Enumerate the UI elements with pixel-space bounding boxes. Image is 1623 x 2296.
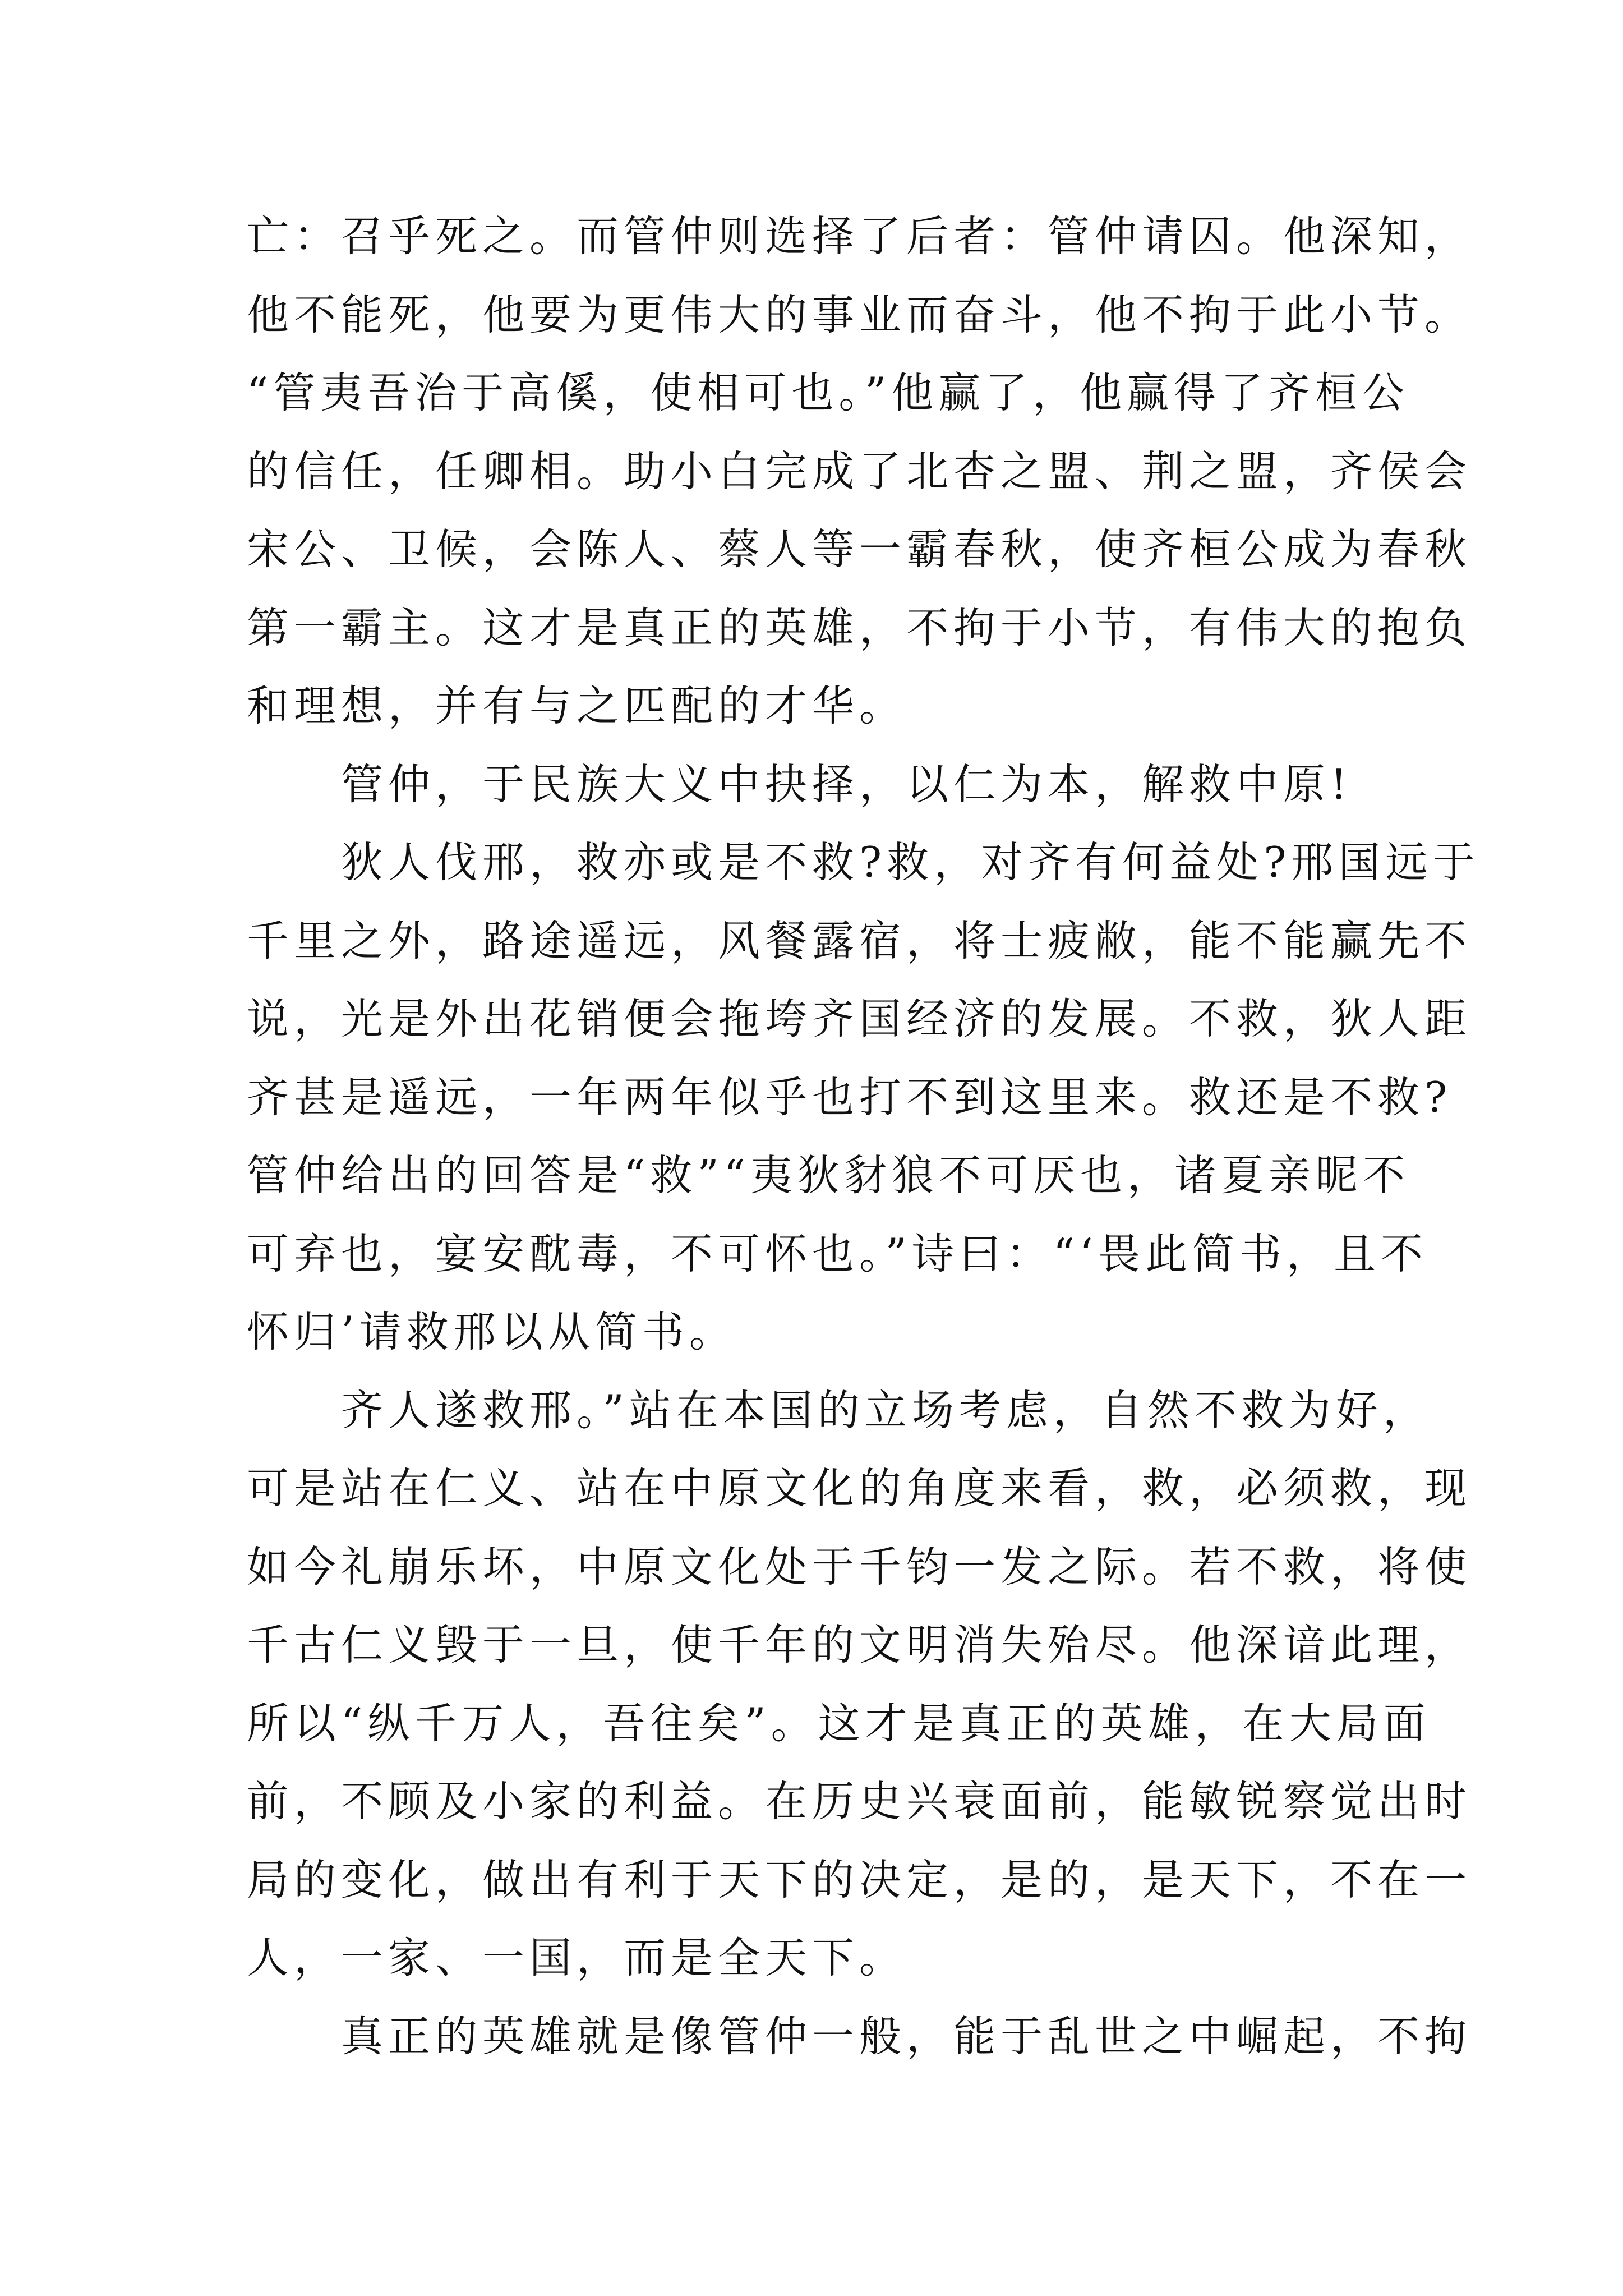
text-line: 前，不顾及小家的利益。在历史兴衰面前，能敏锐察觉出时 bbox=[247, 1777, 1472, 1826]
text-line: 宋公、卫候，会陈人、蔡人等一霸春秋，使齐桓公成为春秋 bbox=[247, 524, 1472, 574]
paragraph-start-line: 齐人遂救邢。”站在本国的立场考虑，自然不救为好， bbox=[341, 1385, 1430, 1435]
text-line: 可是站在仁义、站在中原文化的角度来看，救，必须救，现 bbox=[247, 1464, 1472, 1513]
text-line: 怀归’请救邢以从简书。 bbox=[247, 1307, 736, 1356]
text-line: 说，光是外出花销便会拖垮齐国经济的发展。不救，狄人距 bbox=[247, 994, 1472, 1043]
text-line: 齐甚是遥远，一年两年似乎也打不到这里来。救还是不救? bbox=[247, 1072, 1453, 1122]
text-line: 所以“纵千万人，吾往矣”。这才是真正的英雄，在大局面 bbox=[247, 1698, 1431, 1748]
text-line: 如今礼崩乐坏，中原文化处于千钧一发之际。若不救，将使 bbox=[247, 1542, 1472, 1591]
text-line: 和理想，并有与之匹配的才华。 bbox=[247, 681, 907, 730]
paragraph-start-line: 真正的英雄就是像管仲一般，能于乱世之中崛起，不拘 bbox=[341, 2011, 1472, 2061]
text-line: 可弃也，宴安酖毒，不可怀也。”诗曰：“‘畏此简书，且不 bbox=[247, 1228, 1428, 1278]
text-line: 千古仁义毁于一旦，使千年的文明消失殆尽。他深谙此理， bbox=[247, 1620, 1472, 1669]
document-body bbox=[247, 197, 1480, 2076]
text-line: 千里之外，路途遥远，风餐露宿，将士疲敝，能不能赢先不 bbox=[247, 915, 1472, 965]
text-line: 管仲给出的回答是“救”“夷狄豺狼不可厌也，诸夏亲昵不 bbox=[247, 1151, 1410, 1200]
text-line: 的信任，任卿相。助小白完成了北杏之盟、荆之盟，齐侯会 bbox=[247, 446, 1472, 496]
text-line: 局的变化，做出有利于天下的决定，是的，是天下，不在一 bbox=[247, 1855, 1472, 1904]
paragraph-start-line: 狄人伐邢，救亦或是不救?救，对齐有何益处?邢国远于 bbox=[341, 838, 1480, 887]
text-line: “管夷吾治于高傒，使相可也。”他赢了，他赢得了齐桓公 bbox=[247, 368, 1410, 417]
paragraph-start-line: 管仲，于民族大义中抉择，以仁为本，解救中原! bbox=[341, 759, 1353, 809]
text-line: 人，一家、一国，而是全天下。 bbox=[247, 1933, 907, 1982]
text-line: 第一霸主。这才是真正的英雄，不拘于小节，有伟大的抱负 bbox=[247, 602, 1472, 652]
text-line: 亡：召乎死之。而管仲则选择了后者：管仲请囚。他深知， bbox=[247, 211, 1472, 261]
text-line: 他不能死，他要为更伟大的事业而奋斗，他不拘于此小节。 bbox=[247, 289, 1472, 339]
